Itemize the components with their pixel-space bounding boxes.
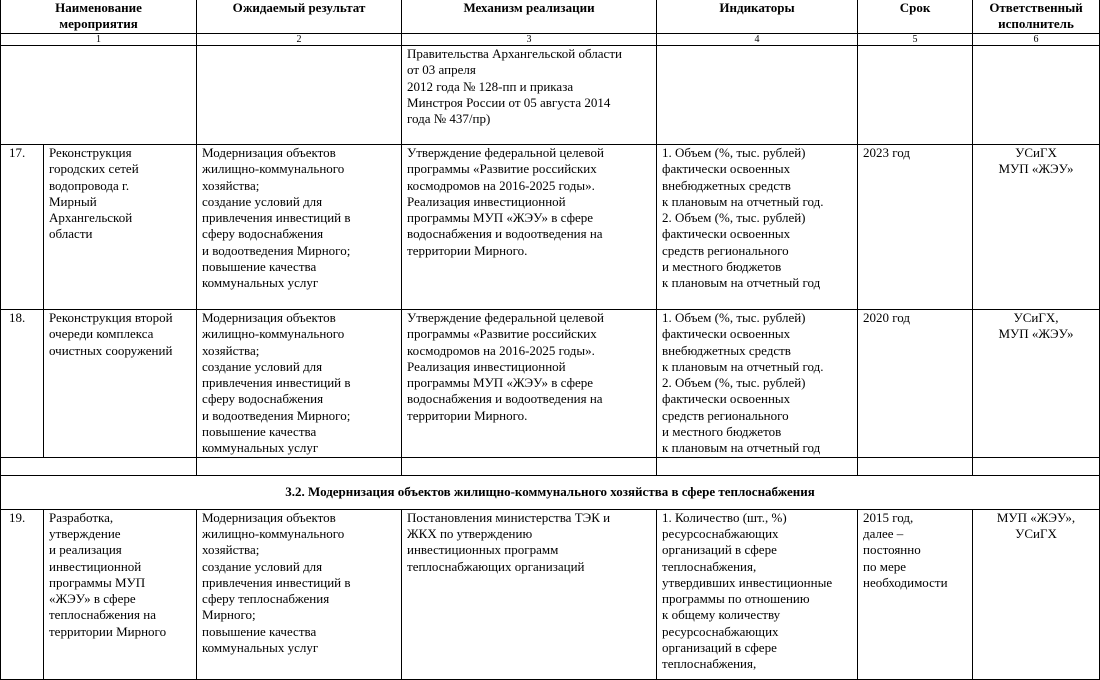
spacer-row	[1, 457, 1100, 475]
text-line: Модернизация объектов	[202, 509, 336, 525]
header-result: Ожидаемый результат	[197, 0, 402, 34]
text-line: МУП «ЖЭУ»	[998, 326, 1074, 342]
mechanism	[402, 145, 657, 310]
text-line: Модернизация объектов	[202, 310, 336, 325]
text-line: городских сетей	[49, 161, 139, 177]
text-line: программы МУП «ЖЭУ» в сфере	[407, 375, 594, 391]
text-line: инвестиционной	[49, 558, 142, 574]
text-line: организаций в сфере	[662, 542, 777, 558]
text-line: области	[49, 226, 93, 242]
text-line: программы «Развитие российских	[407, 161, 597, 177]
text-line: Реализация инвестиционной	[407, 358, 566, 374]
text-line: утверждение	[49, 525, 121, 541]
header-responsible: Ответственный исполнитель	[973, 0, 1100, 34]
text-line: водоснабжения и водоотведения на	[407, 226, 603, 242]
text-line: МУП «ЖЭУ»	[998, 161, 1074, 177]
text-line: сферу водоснабжения	[202, 226, 324, 242]
section-row	[1, 475, 1100, 509]
header-name: Наименование мероприятия	[1, 0, 197, 34]
text-line: привлечения инвестиций в	[202, 375, 351, 391]
text-line: Утверждение федеральной целевой	[407, 310, 604, 325]
continuation-mechanism	[402, 46, 657, 145]
text-line: ресурсоснабжающих	[662, 525, 779, 541]
text-line: привлечения инвестиций в	[202, 210, 351, 226]
text-line: Постановления министерства ТЭК и	[407, 509, 611, 525]
table-row	[1, 310, 1100, 458]
text-line: Реконструкция второй	[49, 310, 173, 325]
text-line: и водоотведения Мирного;	[202, 407, 351, 423]
text-line: привлечения инвестиций в	[202, 574, 351, 590]
table-row	[1, 509, 1100, 679]
expected-result	[197, 509, 402, 679]
col-num-3: 3	[402, 34, 657, 46]
text-line: и водоотведения Мирного;	[202, 242, 351, 258]
col-num-6: 6	[973, 34, 1100, 46]
text-line: фактически освоенных	[662, 391, 791, 407]
text-line: водопровода г.	[49, 177, 130, 193]
text-line: Архангельской	[49, 210, 133, 226]
text-line: УСиГХ	[1015, 525, 1057, 541]
text-line: года № 437/пр)	[407, 111, 491, 127]
header-term: Срок	[858, 0, 973, 34]
col-num-4: 4	[657, 34, 858, 46]
mechanism	[402, 310, 657, 458]
text-line: утвердивших инвестиционные	[662, 574, 833, 590]
text-line: программы по отношению	[662, 591, 810, 607]
header-indicators: Индикаторы	[657, 0, 858, 34]
expected-result	[197, 145, 402, 310]
col-num-1: 1	[1, 34, 197, 46]
text-line: 1. Количество (шт., %)	[662, 509, 787, 525]
text-line: Утверждение федеральной целевой	[407, 145, 604, 160]
text-line: инвестиционных программ	[407, 542, 559, 558]
text-line: ресурсоснабжающих	[662, 623, 779, 639]
text-line: сферу водоснабжения	[202, 391, 324, 407]
responsible	[973, 310, 1100, 458]
text-line: Модернизация объектов	[202, 145, 336, 160]
text-line: 1. Объем (%, тыс. рублей)	[662, 310, 806, 325]
text-line: жилищно-коммунального	[202, 161, 345, 177]
text-line: внебюджетных средств	[662, 342, 791, 358]
col-num-5: 5	[858, 34, 973, 46]
row-number: 18.	[1, 310, 44, 458]
text-line: Мирного;	[202, 607, 256, 623]
text-line: к общему количеству	[662, 607, 781, 623]
text-line: хозяйства;	[202, 177, 260, 193]
text-line: Мирный	[49, 193, 97, 209]
text-line: коммунальных услуг	[202, 440, 319, 456]
indicators	[657, 509, 858, 679]
text-line: постоянно	[863, 542, 921, 558]
measure-name	[44, 509, 197, 679]
text-line: 2. Объем (%, тыс. рублей)	[662, 375, 806, 391]
text-line: и местного бюджетов	[662, 259, 782, 275]
text-line: повышение качества	[202, 259, 317, 275]
text-line: к плановым на отчетный год	[662, 440, 821, 456]
text-line: от 03 апреля	[407, 62, 476, 78]
expected-result	[197, 310, 402, 458]
term	[858, 509, 973, 679]
term	[858, 310, 973, 458]
text-line: создание условий для	[202, 193, 323, 209]
row-number: 17.	[1, 145, 44, 310]
table-row	[1, 145, 1100, 310]
section-title: 3.2. Модернизация объектов жилищно-коммунального хозяйства в сфере теплоснабжения	[1, 475, 1100, 509]
text-line: по мере	[863, 558, 906, 574]
text-line: программы МУП «ЖЭУ» в сфере	[407, 210, 594, 226]
text-line: программы МУП	[49, 574, 146, 590]
text-line: коммунальных услуг	[202, 640, 319, 656]
responsible	[973, 145, 1100, 310]
responsible	[973, 509, 1100, 679]
text-line: коммунальных услуг	[202, 275, 319, 291]
text-line: 1. Объем (%, тыс. рублей)	[662, 145, 806, 160]
text-line: территории Мирного.	[407, 407, 528, 423]
text-line: и реализация	[49, 542, 122, 558]
text-line: космодромов на 2016-2025 годы».	[407, 342, 595, 358]
text-line: теплоснабжения,	[662, 656, 757, 672]
text-line: очистных сооружений	[49, 342, 173, 358]
text-line: жилищно-коммунального	[202, 525, 345, 541]
text-line: космодромов на 2016-2025 годы».	[407, 177, 595, 193]
text-line: средств регионального	[662, 242, 789, 258]
text-line: необходимости	[863, 574, 948, 590]
text-line: УСиГХ	[1015, 145, 1057, 160]
text-line: создание условий для	[202, 358, 323, 374]
text-line: УСиГХ,	[1013, 310, 1059, 325]
text-line: повышение качества	[202, 424, 317, 440]
text-line: ЖКХ по утверждению	[407, 525, 533, 541]
text-line: повышение качества	[202, 623, 317, 639]
indicators	[657, 145, 858, 310]
text-line: к плановым на отчетный год.	[662, 358, 824, 374]
term	[858, 145, 973, 310]
text-line: жилищно-коммунального	[202, 326, 345, 342]
text-line: хозяйства;	[202, 542, 260, 558]
text-line: «ЖЭУ» в сфере	[49, 591, 136, 607]
text-line: МУП «ЖЭУ»,	[996, 509, 1076, 525]
text-line: далее –	[863, 525, 904, 541]
text-line: теплоснабжающих организаций	[407, 558, 585, 574]
text-line: теплоснабжения,	[662, 558, 757, 574]
mechanism	[402, 509, 657, 679]
row-number: 19.	[1, 509, 44, 679]
text-line: фактически освоенных	[662, 226, 791, 242]
text-line: создание условий для	[202, 558, 323, 574]
indicators	[657, 310, 858, 458]
text-line: 2012 года № 128-пп и приказа	[407, 78, 574, 94]
text-line: фактически освоенных	[662, 326, 791, 342]
text-line: фактически освоенных	[662, 161, 791, 177]
text-line: теплоснабжения на	[49, 607, 156, 623]
header-mechanism: Механизм реализации	[402, 0, 657, 34]
text-line: внебюджетных средств	[662, 177, 791, 193]
measure-name	[44, 145, 197, 310]
text-line: организаций в сфере	[662, 640, 777, 656]
column-numbers-row	[1, 34, 1100, 46]
col-num-2: 2	[197, 34, 402, 46]
text-line: территории Мирного.	[407, 242, 528, 258]
continuation-row	[1, 46, 1100, 145]
text-line: сферу теплоснабжения	[202, 591, 330, 607]
header-row	[1, 0, 1100, 34]
text-line: к плановым на отчетный год	[662, 275, 821, 291]
text-line: программы «Развитие российских	[407, 326, 597, 342]
text-line: водоснабжения и водоотведения на	[407, 391, 603, 407]
text-line: и местного бюджетов	[662, 424, 782, 440]
text-line: Реализация инвестиционной	[407, 193, 566, 209]
text-line: 2023 год	[863, 145, 911, 160]
text-line: Реконструкция	[49, 145, 132, 160]
text-line: Правительства Архангельской области	[407, 46, 622, 61]
text-line: хозяйства;	[202, 342, 260, 358]
text-line: Разработка,	[49, 509, 114, 525]
text-line: территории Мирного	[49, 623, 167, 639]
text-line: к плановым на отчетный год.	[662, 193, 824, 209]
text-line: средств регионального	[662, 407, 789, 423]
text-line: 2015 год,	[863, 509, 914, 525]
measure-name	[44, 310, 197, 458]
text-line: 2. Объем (%, тыс. рублей)	[662, 210, 806, 226]
text-line: 2020 год	[863, 310, 911, 325]
text-line: очереди комплекса	[49, 326, 154, 342]
text-line: Минстроя России от 05 августа 2014	[407, 94, 611, 110]
